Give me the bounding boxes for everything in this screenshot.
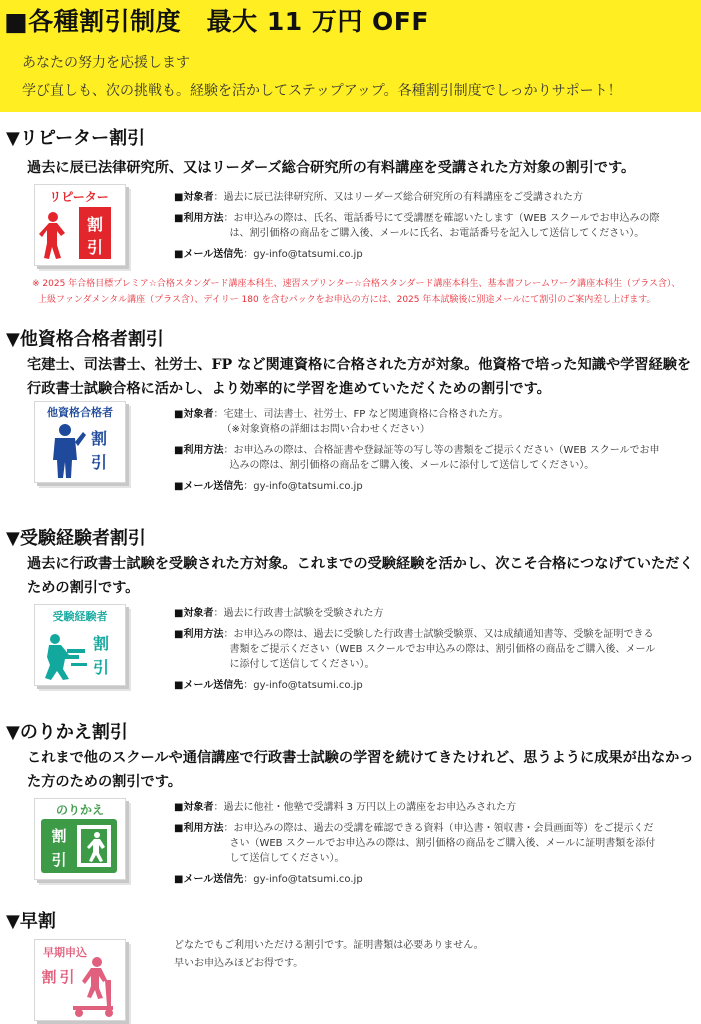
email-address: ：gy-info@tatsumi.co.jp (243, 874, 363, 885)
svg-text:割: 割 (41, 968, 57, 986)
section-transfer-discount (0, 718, 701, 898)
icon-top-label: のりかえ (55, 803, 105, 817)
header-tagline: 学び直しも、次の挑戦も。経験を活かしてステップアップ。各種割引制度でしっかりサポート！ (22, 83, 622, 99)
section-repeater-discount (0, 124, 701, 324)
section-lead: 過去に辰已法律研究所、又はリーダーズ総合研究所の有料講座を受講された方対象の割引です。 (27, 160, 636, 176)
header-banner (0, 0, 701, 112)
experienced-icon (34, 604, 126, 686)
icon-top-label: リピーター (49, 190, 109, 204)
email-address: ：gy-info@tatsumi.co.jp (243, 249, 363, 260)
header-subtitle: あなたの努力を応援します (22, 55, 190, 71)
icon-top-label: 早期申込 (43, 946, 87, 959)
section-details: ■対象者 ：過去に辰已法律研究所、又はリーダーズ総合研究所の有料講座をご受講された方 ■利用方法 ：お申込みの際は、氏名、電話番号にて受講歴を確認いたします（WEB スクールでお申込みの際 は、割引価格の商品をご購入後、メールに氏名、お電話番号を記入して送信してください）。 ■メール送信先 ：gy-info@tatsumi.co.jp (174, 190, 689, 262)
section-early-discount (0, 907, 701, 1022)
section-title: ▼のりかえ割引 (6, 722, 128, 743)
section-details: ■対象者 ：過去に行政書士試験を受験された方 ■利用方法 ：お申込みの際は、過去に受験した行政書士試験受験票、又は成績通知書等、受験を証明できる 書類をご提示ください（WEB スクールでお申込みの際は、割引価格の商品をご購入後、メール に添付して送信してください）。 ■メール送信先 ：gy-info@tatsumi.co.jp (174, 606, 689, 693)
section-lead: 過去に行政書士試験を受験された方対象。これまでの受験経験を活かし、次こそ合格につなげていただくための割引です。 (27, 556, 694, 596)
section-lead: これまで他のスクールや通信講座で行政書士試験の学習を続けてきたけれど、思うように成果が出なかった方のための割引です。 (27, 750, 694, 790)
svg-text:引: 引 (59, 968, 75, 986)
svg-text:割: 割 (86, 215, 104, 234)
icon-top-label: 他資格合格者 (47, 406, 113, 419)
section-title: ▼受験経験者割引 (6, 528, 146, 549)
section-title: ▼早割 (6, 911, 56, 932)
other-license-icon (34, 401, 126, 483)
repeater-note: ※ 2025 年合格目標プレミア☆合格スタンダード講座本科生、速習スプリンター☆合格スタンダード講座本科生、基本書フレームワーク講座本科生（プラス含）、 上級ファンダメンタル講座（プラス含）、デイリー 180 を含むパックをお申込の方には、2025 年本試験後に別途メールにて割引のご案内差し上げます。 (32, 279, 681, 305)
svg-text:割: 割 (92, 634, 110, 653)
section-lead: 宅建士、司法書士、社労士、FP など関連資格に合格された方が対象。他資格で培った知識や学習経験を行政書士試験合格に活かし、より効率的に学習を進めていただくための割引です。 (27, 357, 692, 397)
svg-text:引: 引 (92, 658, 110, 677)
icon-top-label: 受験経験者 (52, 610, 108, 623)
svg-text:引: 引 (51, 851, 67, 869)
section-title: ▼他資格合格者割引 (6, 329, 164, 350)
svg-text:割: 割 (90, 429, 108, 448)
svg-text:引: 引 (86, 238, 104, 257)
section-details: ■対象者 ：過去に他社・他塾で受講料 3 万円以上の講座をお申込みされた方 ■利用方法 ：お申込みの際は、過去の受講を確認できる資料（申込書・領収書・会員画面等）をご提示くだ さい（WEB スクールでお申込みの際は、割引価格の商品をご購入後、メールに証明書類を添付 して送信してください）。 ■メール送信先 ：gy-info@tatsumi.co.jp (174, 800, 689, 887)
section-title: ▼リピーター割引 (6, 128, 146, 149)
repeater-icon (34, 184, 126, 266)
svg-text:割: 割 (51, 827, 67, 845)
svg-text:引: 引 (90, 453, 108, 472)
section-experienced-discount (0, 524, 701, 704)
section-other-license-discount (0, 325, 701, 505)
email-address: ：gy-info@tatsumi.co.jp (243, 680, 363, 691)
transfer-icon (34, 798, 126, 880)
page-title: ■各種割引制度 最大 11 万円 OFF (4, 7, 429, 36)
section-details: ■対象者 ：宅建士、司法書士、社労士、FP など関連資格に合格された方。 （※対象資格の詳細はお問い合わせください） ■利用方法 ：お申込みの際は、合格証書や登録証等の写し等の書類をご提示ください（WEB スクールでお申 込みの際は、割引価格の商品をご購入後、メールに添付して送信してください）。 ■メール送信先 ：gy-info@tatsumi.co.jp (174, 407, 689, 494)
email-address: ：gy-info@tatsumi.co.jp (243, 481, 363, 492)
early-icon (34, 939, 126, 1021)
early-description: どなたでもご利用いただける割引です。証明書類は必要ありません。 早いお申込みほどお得です。 (174, 940, 484, 969)
